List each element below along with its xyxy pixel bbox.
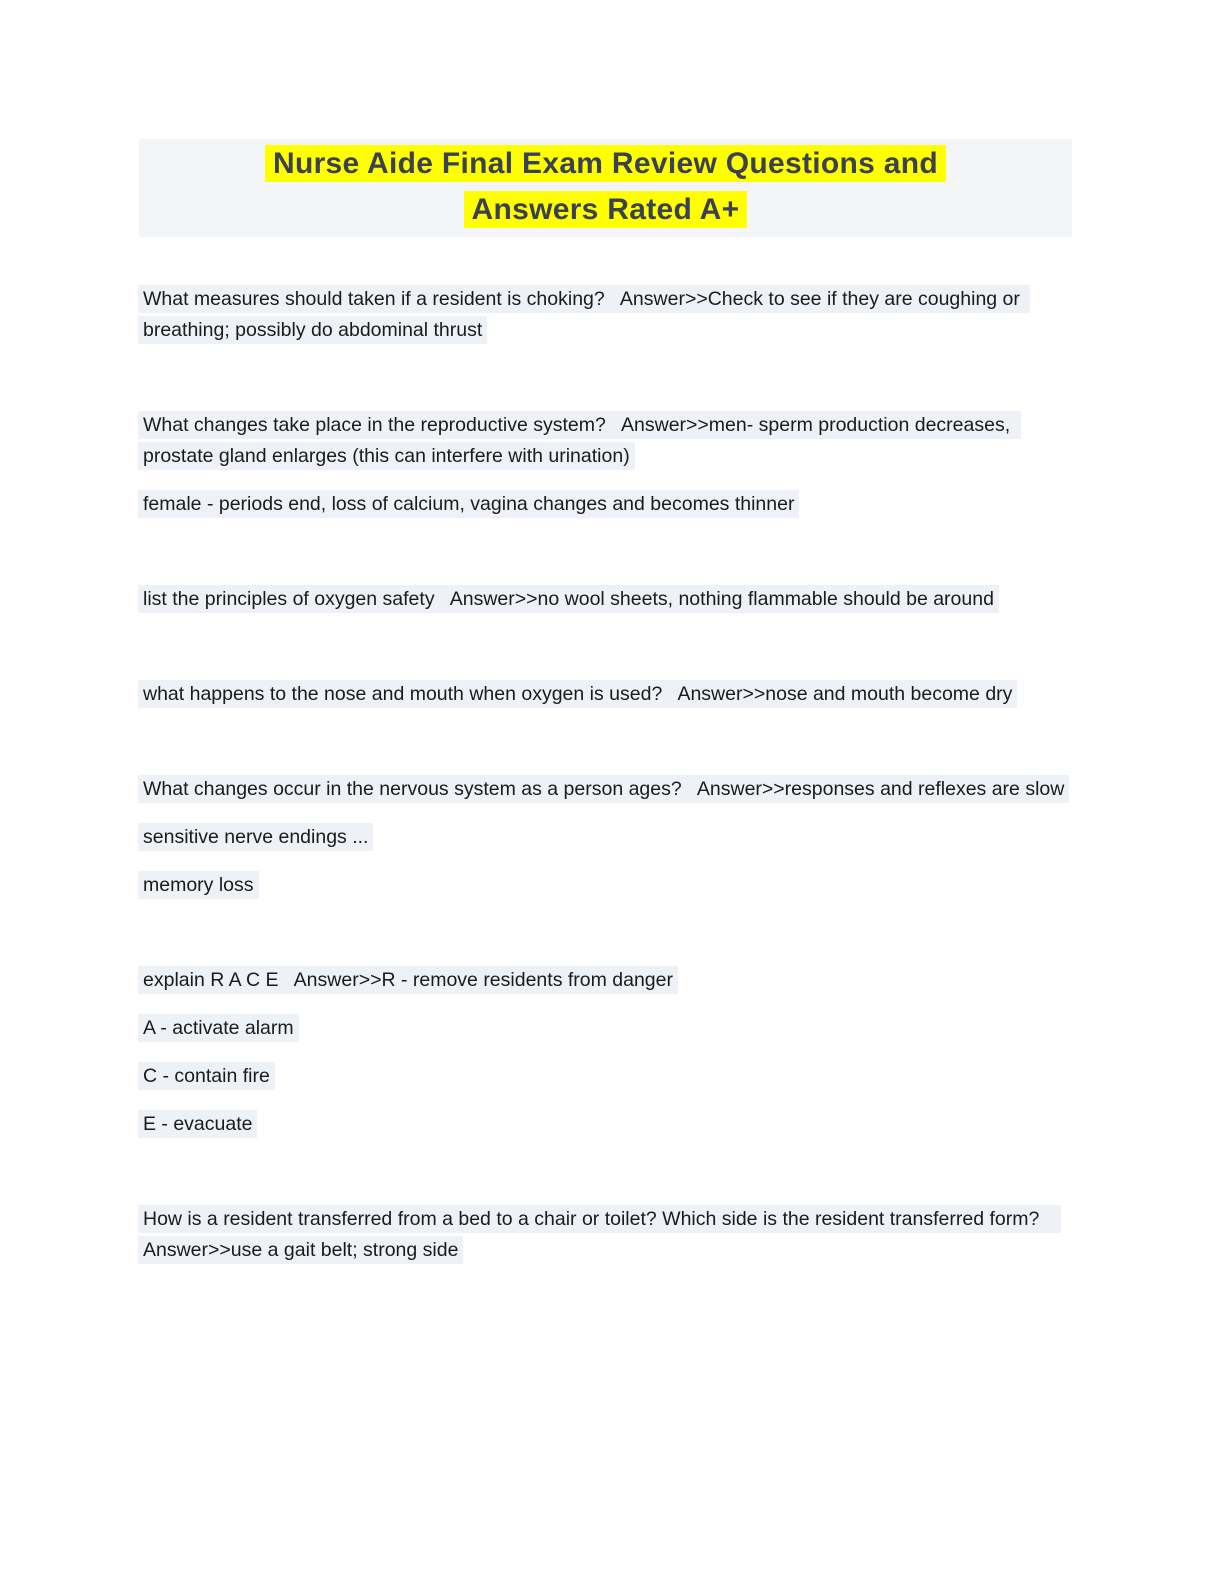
qa-text: what happens to the nose and mouth when oxygen is used? Answer>>nose and mouth become dry — [138, 680, 1017, 708]
qa-text: E - evacuate — [138, 1110, 257, 1138]
qa-paragraph — [143, 1109, 1072, 1140]
qa-text: How is a resident transferred from a bed to a chair or toilet? Which side is the resident transferred form? Answer>>use a gait belt; strong side — [138, 1205, 1061, 1264]
page-title — [139, 141, 1072, 233]
page-title-line-2: Answers Rated A+ — [464, 191, 748, 228]
qa-paragraph — [143, 1013, 1072, 1044]
qa-text: memory loss — [138, 871, 259, 899]
qa-paragraph — [143, 679, 1072, 710]
qa-paragraph — [143, 1204, 1072, 1266]
qa-paragraph — [143, 822, 1072, 853]
qa-text: sensitive nerve endings ... — [138, 823, 373, 851]
qa-paragraph — [143, 410, 1072, 472]
qa-paragraph — [143, 870, 1072, 901]
qa-text: list the principles of oxygen safety Answer>>no wool sheets, nothing flammable should be around — [138, 585, 999, 613]
page-title-line-1: Nurse Aide Final Exam Review Questions and — [265, 145, 946, 182]
qa-paragraph — [143, 965, 1072, 996]
qa-text: What measures should taken if a resident is choking? Answer>>Check to see if they are coughing or breathing; possibly do abdominal thrust — [138, 285, 1030, 344]
qa-paragraph — [143, 284, 1072, 346]
qa-paragraph — [143, 774, 1072, 805]
qa-paragraph — [143, 489, 1072, 520]
qa-text: What changes take place in the reproductive system? Answer>>men- sperm production decreases, prostate gland enlarges (this can interfere with urination) — [138, 411, 1021, 470]
qa-paragraph — [143, 1061, 1072, 1092]
qa-paragraph — [143, 584, 1072, 615]
document-body — [143, 284, 1072, 1266]
qa-text: What changes occur in the nervous system as a person ages? Answer>>responses and reflexes are slow — [138, 775, 1069, 803]
qa-text: A - activate alarm — [138, 1014, 299, 1042]
qa-text: explain R A C E Answer>>R - remove residents from danger — [138, 966, 678, 994]
qa-text: C - contain fire — [138, 1062, 275, 1090]
qa-text: female - periods end, loss of calcium, vagina changes and becomes thinner — [138, 490, 799, 518]
title-band — [139, 139, 1072, 237]
